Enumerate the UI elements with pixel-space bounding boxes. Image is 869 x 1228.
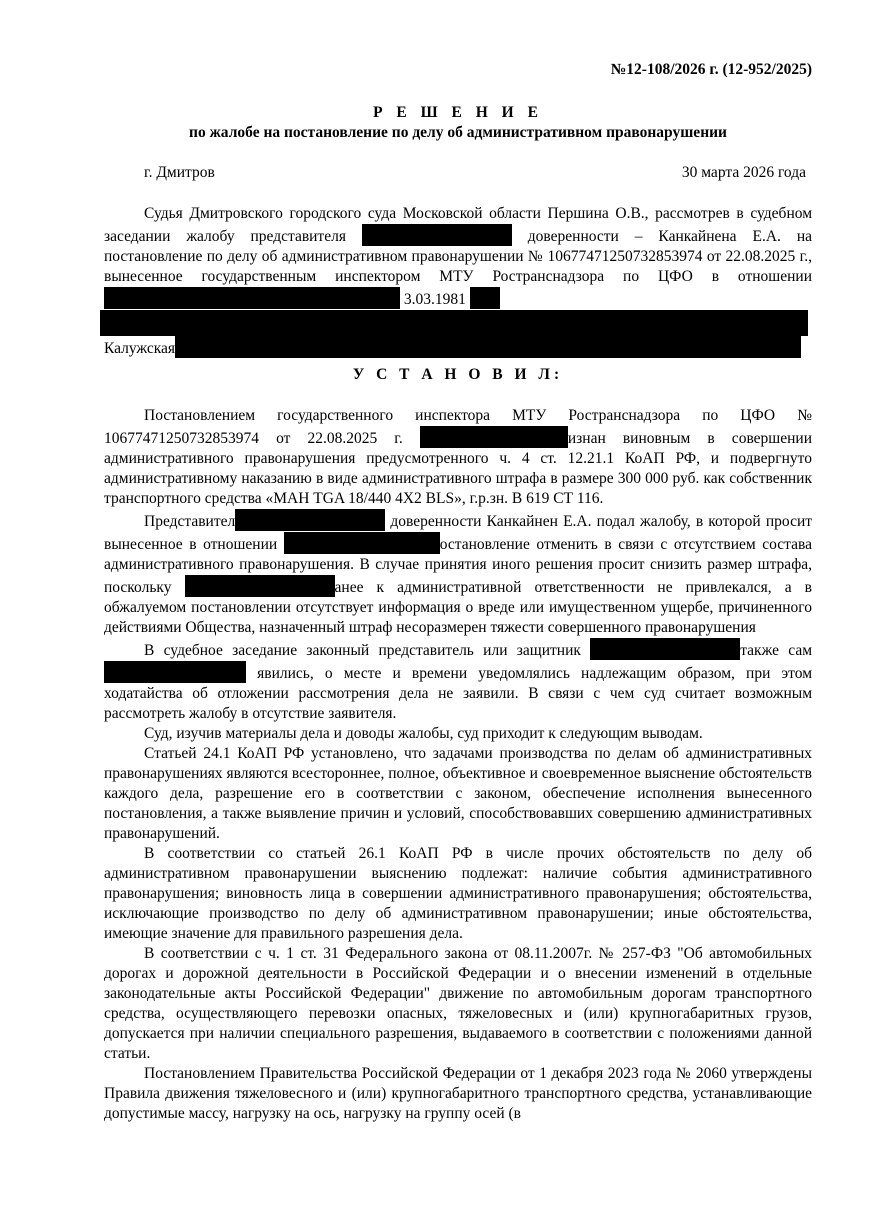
paragraph-1 [104, 406, 812, 509]
redaction [284, 532, 440, 554]
section-title: У С Т А Н О В И Л: [352, 366, 564, 383]
redaction [104, 287, 400, 309]
intro-text-4: Калужская [104, 340, 176, 357]
paragraph-7: В соответствии с ч. 1 ст. 31 Федерального закона от 08.11.2007г. № 257-ФЗ "Об автомобильных дорогах и дорожной деятельности в Российской Федерации и о внесении изменений в отдельные законодательные акты Российской Федерации" движение по автомобильным дорогам транспортного средства, осуществляющего перевозки опасных, тяжеловесных и (или) крупногабаритных грузов, допускается при наличии специального разрешения, выдаваемого в соответствии с положениями данной статьи. [104, 945, 812, 1062]
document-title: Р Е Ш Е Н И Е [373, 104, 543, 121]
case-number: №12-108/2026 г. (12-952/2025) [610, 61, 812, 78]
p2-text-c: остановление отменить в связи с отсутствием состава административного правонарушения. В случае принятия иного решения просит снизить размер штрафа, поскольку [104, 536, 812, 596]
paragraph-3 [104, 638, 812, 724]
paragraph-8: Постановлением Правительства Российской Федерации от 1 декабря 2023 года № 2060 утверждены Правила движения тяжеловесного и (или) крупногабаритного транспортного средства, устанавливающие допустимые массу, нагрузку на ось, нагрузку на группу осей (в [104, 1065, 812, 1122]
document-subtitle: по жалобе на постановление по делу об административном правонарушении [189, 124, 727, 141]
p3-text-b: также сам [740, 642, 813, 659]
p1-text-b: изнан виновным в совершении административного правонарушения предусмотренного ч. 4 ст. 12.21.1 КоАП РФ, и подвергнуто административному наказанию в виде административного штрафа в размере 300 000 руб. как собственник транспортного средства «МАН TGA 18/440 4X2 BLS», г.р.зн. В 619 СТ 116. [104, 430, 812, 507]
paragraph-6: В соответствии со статьей 26.1 КоАП РФ в числе прочих обстоятельств по делу об административном правонарушении выяснению подлежат: наличие события административного правонарушения; виновность лица в совершении административного правонарушения; обстоятельства, исключающие производство по делу об административном правонарушении; иные обстоятельства, имеющие значение для правильного разрешения дела. [104, 845, 812, 942]
redaction [185, 575, 335, 597]
p2-text-a: Представител [144, 513, 236, 530]
redaction [590, 638, 740, 660]
paragraph-2 [104, 509, 812, 638]
redaction [104, 661, 246, 683]
p1-text-a: Постановлением государственного инспектора МТУ Ространснадзора по ЦФО № 10677471250732853974 от 22.08.2025 г. [104, 407, 812, 447]
p3-text-c: явились, о месте и времени уведомлялись надлежащим образом, при этом ходатайства об отложении рассмотрения дела не заявили. В связи с чем суд считает возможным рассмотреть жалобу в отсутствие заявителя. [104, 665, 813, 722]
intro-text-2: доверенности – Канкайнена Е.А. на постановление по делу об административном правонарушении № 10677471250732853974 от 22.08.2025 г., вынесенное государственным инспектором МТУ Ространснадзора по ЦФО в отношении [104, 228, 812, 285]
intro-text-3: 3.03.1981 [403, 291, 466, 308]
body-text [104, 406, 812, 1124]
document-date: 30 марта 2026 года [681, 164, 806, 181]
redaction [235, 509, 385, 531]
intro-text-1: Судья Дмитровского городского суда Московской области Першина О.В., рассмотрев в судебном заседании жалобу представителя [104, 205, 812, 245]
p2-text-b: доверенности Канкайнен Е.А. подал жалобу, в которой просит вынесенное в отношении [104, 513, 813, 553]
paragraph-5: Статьей 24.1 КоАП РФ установлено, что задачами производства по делам об административных правонарушениях являются всестороннее, полное, объективное и своевременное выяснение обстоятельств каждого дела, разрешение его в соответствии с законом, обеспечение исполнения вынесенного постановления, а также выявление причин и условий, способствовавших совершению административных правонарушений. [104, 745, 812, 842]
paragraph-4: Суд, изучив материалы дела и доводы жалобы, суд приходит к следующим выводам. [144, 725, 703, 742]
p2-text-d: анее к административной ответственности не привлекался, а в обжалуемом постановлении отсутствует информация о вреде или имущественном ущербе, причиненного действиями Общества, назначенный штраф несоразмерен тяжести совершенного правонарушения [104, 579, 812, 636]
intro-paragraph [104, 204, 812, 359]
redaction [100, 310, 808, 336]
redaction [175, 336, 801, 358]
redaction [470, 287, 500, 309]
redaction [362, 224, 512, 246]
p3-text-a: В судебное заседание законный представитель или защитник [144, 642, 581, 659]
city: г. Дмитров [144, 164, 215, 181]
redaction [420, 426, 568, 448]
